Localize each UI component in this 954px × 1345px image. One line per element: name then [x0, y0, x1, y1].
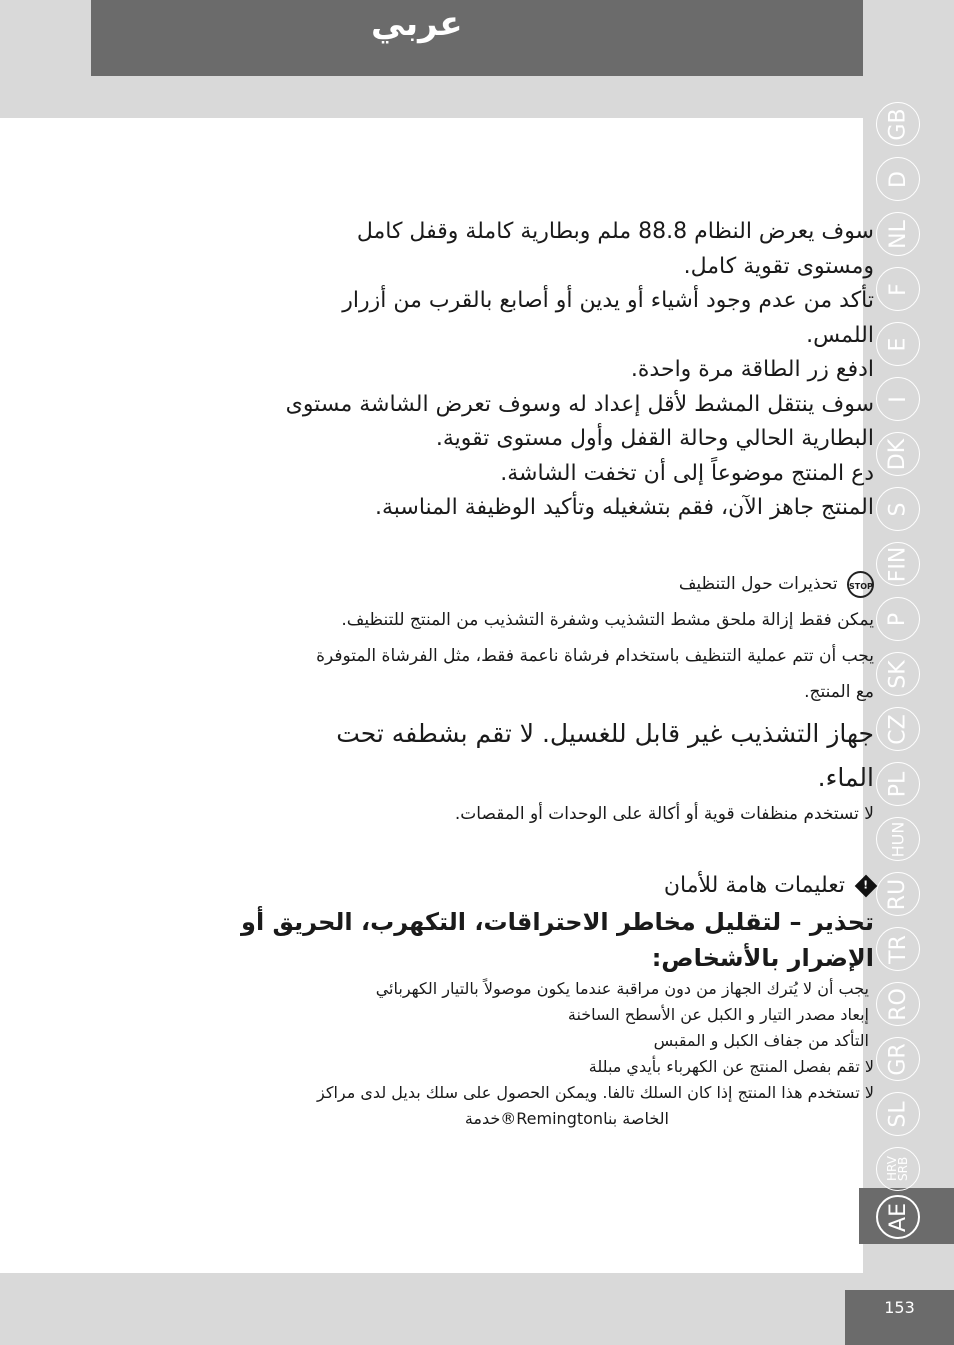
cleaning-heading: [234, 566, 874, 602]
lang-tab-p[interactable]: P: [876, 597, 920, 641]
footer-bar: [337, 1273, 863, 1345]
lang-tab-pl[interactable]: PL: [876, 762, 920, 806]
cleaning-heading-text: تحذيرات حول التنظيف: [678, 574, 838, 594]
lang-tab-i[interactable]: I: [876, 377, 920, 421]
intro-line: البطارية الحالي وحالة القفل وأول مستوى تقوية.: [435, 426, 874, 451]
cleaning-big-line: الماء.: [817, 763, 874, 792]
lang-tab-hun[interactable]: HUN: [876, 817, 920, 861]
intro-line: سوف يعرض النظام 88.8 ملم وبطارية كاملة وقفل كامل: [356, 219, 874, 244]
header-bar: [91, 0, 863, 76]
lang-tab-d[interactable]: D: [876, 157, 920, 201]
lang-tab-sl[interactable]: SL: [876, 1092, 920, 1136]
intro-line: تأكد من عدم وجود أشياء أو يدين أو أصابع بالقرب من أزرار: [342, 288, 874, 313]
page-number: 153: [845, 1290, 954, 1345]
safety-warning-line: الإضرار بالأشخاص:: [651, 944, 874, 972]
safety-item: يجب أن لا يُترك الجهاز من دون مراقبة عندما يكون موصولاً بالتيار الكهربائي: [375, 979, 869, 998]
page-title: عربي: [371, 4, 463, 44]
cleaning-last: [234, 796, 874, 832]
lang-tab-e[interactable]: E: [876, 322, 920, 366]
intro-line: ادفع زر الطاقة مرة واحدة.: [630, 357, 874, 382]
intro-line: ومستوى تقوية كامل.: [683, 253, 874, 279]
cleaning-line: لا تستخدم منظفات قوية أو أكالة على الوحدات أو المقصات.: [454, 804, 874, 824]
intro-line: سوف ينتقل المشط لأقل إعداد له وسوف تعرض الشاشة مستوى: [285, 391, 874, 417]
lang-tab-gb[interactable]: GB: [876, 102, 920, 146]
language-tabs: [863, 96, 954, 1246]
cleaning-big-line: جهاز التشذيب غير قابل للغسيل. لا تقم بشطفه تحت: [336, 719, 874, 748]
intro-line: اللمس.: [806, 322, 874, 348]
lang-tab-ru[interactable]: RU: [876, 872, 920, 916]
safety-warning: [234, 904, 874, 976]
safety-item: لا تقم بفصل المنتج عن الكهرباء بأيدي مبللة: [588, 1057, 874, 1076]
cleaning-section: [234, 566, 874, 710]
lang-tab-ro[interactable]: RO: [876, 982, 920, 1026]
lang-tab-cz[interactable]: CZ: [876, 707, 920, 751]
cleaning-big-warning: [234, 712, 874, 800]
lang-tab-dk[interactable]: DK: [876, 432, 920, 476]
safety-warning-line: تحذير – لتقليل مخاطر الاحتراقات، التكهرب، الحريق أو: [241, 908, 874, 936]
lang-tab-tr[interactable]: TR: [876, 927, 920, 971]
lang-tab-gr[interactable]: GR: [876, 1037, 920, 1081]
lang-tab-hrv-srb[interactable]: HRV SRB: [876, 1147, 920, 1191]
safety-heading-text: تعليمات هامة للأمان: [663, 873, 845, 898]
lang-tab-s[interactable]: S: [876, 487, 920, 531]
cleaning-line: مع المنتج.: [804, 682, 874, 702]
cleaning-line: يجب أن تتم عملية التنظيف باستخدام فرشاة ناعمة فقط، مثل الفرشاة المتوفرة: [316, 646, 874, 666]
lang-tab-ae[interactable]: AE: [876, 1195, 920, 1239]
safety-item: التأكد من جفاف الكبل و المقبس: [653, 1031, 869, 1050]
safety-list: [189, 976, 874, 1132]
cleaning-line: يمكن فقط إزالة ملحق مشط التشذيب وشفرة التشذيب من المنتج للتنظيف.: [341, 610, 874, 630]
lang-tab-fin[interactable]: FIN: [876, 542, 920, 586]
stop-sign-icon: STOP: [847, 571, 874, 598]
safety-item: إبعاد مصدر التيار و الكبل عن الأسطح الساخنة: [567, 1005, 869, 1024]
safety-item: لا تستخدم هذا المنتج إذا كان السلك تالفا. ويمكن الحصول على سلك بديل لدى مراكز: [317, 1083, 874, 1102]
warning-icon: !: [855, 875, 878, 898]
lang-tab-nl[interactable]: NL: [876, 212, 920, 256]
intro-line: المنتج جاهز الآن، فقم بتشغيله وتأكيد الوظيفة المناسبة.: [374, 495, 874, 520]
safety-heading: [234, 868, 874, 904]
safety-item: الخاصة بناRemington®خدمة: [464, 1109, 669, 1128]
lang-tab-sk[interactable]: SK: [876, 652, 920, 696]
lang-tab-f[interactable]: F: [876, 267, 920, 311]
intro-section: [234, 215, 874, 526]
intro-line: دع المنتج موضوعاً إلى أن تخفت الشاشة.: [500, 460, 874, 486]
